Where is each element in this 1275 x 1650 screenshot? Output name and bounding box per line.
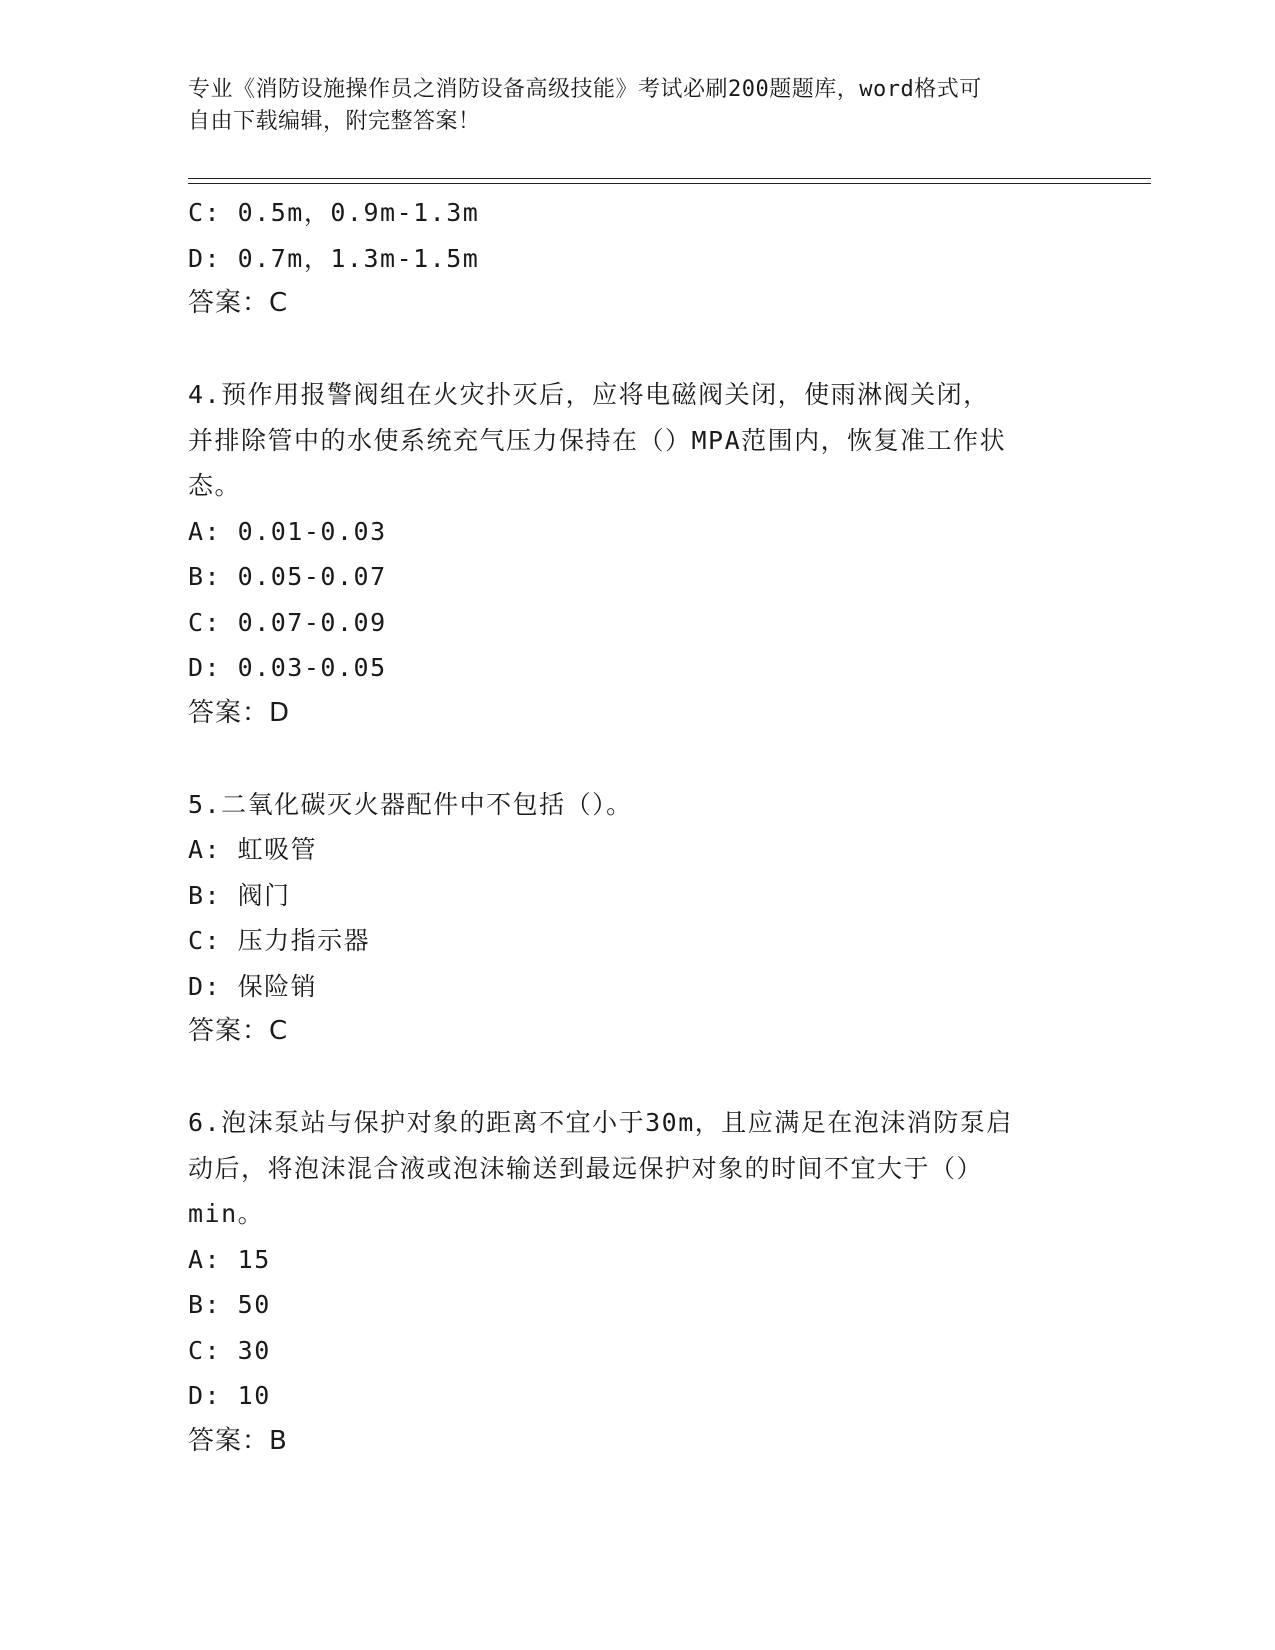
header-divider xyxy=(188,178,1151,184)
header-line-1: 专业《消防设施操作员之消防设备高级技能》考试必刷200题题库，word格式可 xyxy=(188,77,982,102)
option-d: D: 0.03-0.05 xyxy=(188,653,387,682)
question-5 xyxy=(188,782,1088,1055)
option-c: C: 0.5m，0.9m-1.3m xyxy=(188,198,480,227)
question-stem: 动后，将泡沫混合液或泡沫输送到最远保护对象的时间不宜大于（） xyxy=(188,1153,984,1183)
option-d: D: 10 xyxy=(188,1381,271,1410)
option-b: B: 0.05-0.07 xyxy=(188,562,387,591)
option-d: D: 保险销 xyxy=(188,971,318,1001)
question-stem: 并排除管中的水使系统充气压力保持在（）MPA范围内，恢复准工作状 xyxy=(188,425,1007,455)
option-d: D: 0.7m，1.3m-1.5m xyxy=(188,243,480,273)
question-stem: 态。 xyxy=(188,471,242,500)
answer: 答案：C xyxy=(188,288,289,318)
question-stem: 6.泡沫泵站与保护对象的距离不宜小于30m，且应满足在泡沫消防泵启 xyxy=(188,1108,1013,1137)
spacer xyxy=(188,1055,1088,1101)
option-c: C: 0.07-0.09 xyxy=(188,607,387,637)
question-stem: 4.预作用报警阀组在火灾扑灭后，应将电磁阀关闭，使雨淋阀关闭， xyxy=(188,380,990,409)
question-content xyxy=(188,190,1088,1464)
question-stem: 5.二氧化碳灭火器配件中不包括（）。 xyxy=(188,789,633,819)
spacer xyxy=(188,736,1088,782)
header-line-2: 自由下载编辑，附完整答案！ xyxy=(188,109,481,134)
option-c: C: 30 xyxy=(188,1335,271,1365)
question-4 xyxy=(188,372,1088,736)
option-a: A: 虹吸管 xyxy=(188,835,318,864)
answer: 答案：C xyxy=(188,1016,289,1046)
answer: 答案：B xyxy=(188,1425,288,1456)
option-c: C: 压力指示器 xyxy=(188,926,371,955)
option-a: A: 0.01-0.03 xyxy=(188,516,387,546)
page-header xyxy=(188,74,1088,138)
option-b: B: 50 xyxy=(188,1290,271,1319)
option-b: B: 阀门 xyxy=(188,880,291,910)
answer: 答案：D xyxy=(188,697,291,728)
question-3-tail xyxy=(188,190,1088,327)
question-6 xyxy=(188,1100,1088,1464)
option-a: A: 15 xyxy=(188,1244,271,1274)
spacer xyxy=(188,327,1088,373)
question-stem: min。 xyxy=(188,1199,265,1228)
